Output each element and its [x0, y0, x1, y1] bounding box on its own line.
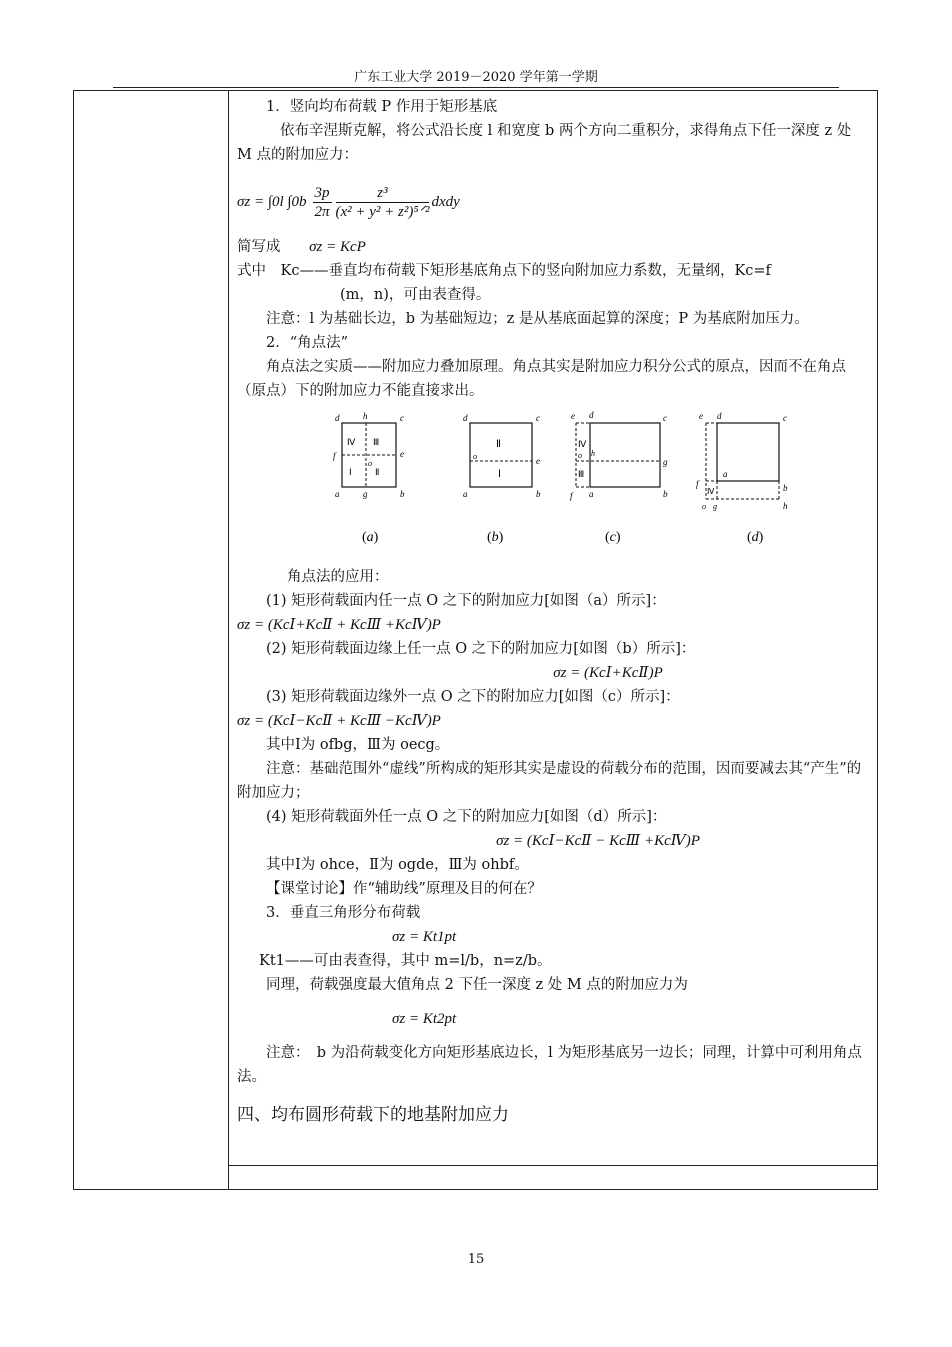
fig-d-label-e: e: [699, 411, 703, 421]
fig-b-caption: (b): [487, 530, 504, 545]
fig-b-region-2: Ⅱ: [496, 439, 501, 450]
figure-a: [333, 411, 405, 545]
fig-a-label-o: o: [368, 459, 372, 468]
fraction-2-den: (x² + y² + z²)⁵ᐟ²: [335, 203, 430, 220]
application-3-note-1: 其中Ⅰ为 ofbg，Ⅲ为 oecg。: [266, 737, 450, 753]
section-3-eq-1: σz = Kt1pt: [392, 929, 457, 945]
application-3-note-2: 注意：基础范围外“虚线”所构成的矩形其实是虚设的荷载分布的范围，因而要减去其“产生”的附加应力；: [237, 761, 862, 801]
application-2: (2) 矩形荷载面边缘上任一点 O 之下的附加应力[如图（b）所示]：: [266, 641, 696, 657]
fig-c-label-g: g: [663, 457, 668, 467]
fig-b-label-e: e: [536, 456, 540, 466]
application-3-eq: σz = (KcⅠ−KcⅡ + KcⅢ −KcⅣ)P: [237, 713, 441, 729]
fig-d-label-g: g: [713, 502, 717, 511]
application-1: (1) 矩形荷载面内任一点 O 之下的附加应力[如图（a）所示]：: [266, 593, 666, 609]
fig-a-label-h: h: [363, 411, 368, 421]
short-form: [237, 235, 869, 259]
integral-formula: [237, 177, 869, 227]
figure-b: [463, 413, 541, 545]
application-4-note: 其中Ⅰ为 ohce，Ⅱ为 ogde，Ⅲ为 ohbf。: [266, 857, 529, 873]
section-1-paragraph: 依布辛涅斯克解，将公式沿长度 l 和宽度 b 两个方向二重积分，求得角点下任一深度 z 处 M 点的附加应力：: [237, 123, 852, 163]
section-4-title: 四、均布圆形荷载下的地基附加应力: [237, 1105, 509, 1125]
note-1: 注意：l 为基础长边，b 为基础短边；z 是从基底面起算的深度；P 为基底附加压力。: [266, 311, 809, 327]
fig-a-label-b: b: [400, 489, 405, 499]
application-1-eq: σz = (KcⅠ+KcⅡ + KcⅢ +KcⅣ)P: [237, 617, 441, 633]
fig-b-label-b: b: [536, 489, 541, 499]
section-1-title: 1．竖向均布荷载 P 作用于矩形基底: [266, 99, 498, 115]
application-4-eq: σz = (KcⅠ−KcⅡ − KcⅢ +KcⅣ)P: [496, 833, 700, 849]
fig-c-label-h: h: [591, 449, 595, 458]
fig-a-label-c: c: [400, 413, 404, 423]
fig-d-label-b: b: [783, 483, 788, 493]
fig-b-region-1: Ⅰ: [498, 469, 501, 480]
fig-a-region-3: Ⅲ: [373, 437, 380, 447]
section-3-eq-2: σz = Kt2pt: [392, 1011, 457, 1027]
short-form-eq: σz = KcP: [309, 239, 366, 255]
figure-c: [570, 410, 668, 545]
fig-a-label-g: g: [363, 489, 368, 499]
content-table: [73, 90, 878, 1190]
where-line-2: (m，n)，可由表查得。: [340, 287, 491, 303]
fig-c-label-c: c: [663, 413, 667, 423]
fraction-1-den: 2π: [314, 203, 330, 220]
fig-d-label-f: f: [696, 479, 699, 489]
header-rule: [113, 87, 839, 88]
application-title: 角点法的应用：: [287, 569, 389, 585]
section-3-note: 注意： b 为沿荷载变化方向矩形基底边长，l 为矩形基底另一边长；同理，计算中可利用角点法。: [237, 1045, 862, 1085]
section-2-paragraph: 角点法之实质——附加应力叠加原理。角点其实是附加应力积分公式的原点，因而不在角点（原点）下的附加应力不能直接求出。: [237, 359, 846, 399]
fig-a-label-f: f: [333, 451, 336, 461]
fraction-1-num: 3p: [314, 184, 330, 201]
section-2-title: 2．“角点法”: [266, 335, 349, 351]
class-discussion: 【课堂讨论】作“辅助线”原理及目的何在？: [266, 881, 542, 897]
fig-c-label-o: o: [578, 451, 582, 460]
row-divider: [229, 1165, 877, 1166]
fig-c-label-f: f: [570, 491, 573, 501]
fig-a-label-d: d: [335, 413, 340, 423]
application-4: (4) 矩形荷载面外任一点 O 之下的附加应力[如图（d）所示]：: [266, 809, 667, 825]
fig-c-region-4: Ⅳ: [578, 439, 587, 449]
fig-b-label-d: d: [463, 413, 468, 423]
fig-b-label-a: a: [463, 489, 468, 499]
application-3: (3) 矩形荷载面边缘外一点 O 之下的附加应力[如图（c）所示]：: [266, 689, 680, 705]
fig-a-caption: (a): [362, 530, 379, 545]
page-number: 15: [467, 1252, 485, 1267]
fig-a-region-2: Ⅱ: [375, 467, 380, 477]
fig-c-region-3: Ⅲ: [578, 469, 585, 479]
figures-svg: [237, 409, 869, 551]
where-line: 式中 Kc——垂直均布荷载下矩形基底角点下的竖向附加应力系数，无量纲，Kc=f: [237, 263, 771, 279]
fig-a-label-e: e: [400, 449, 404, 459]
section-3-where: Kt1——可由表查得，其中 m=l/b，n=z/b。: [259, 953, 552, 969]
fig-d-label-a: a: [723, 469, 728, 479]
fig-d-label-o: o: [702, 502, 706, 511]
left-column: [74, 91, 229, 1189]
section-3-title: 3．垂直三角形分布荷载: [266, 905, 421, 921]
fig-a-region-4: Ⅳ: [347, 437, 356, 447]
fig-a-region-1: Ⅰ: [349, 467, 352, 477]
figure-d: [696, 411, 788, 545]
integral-tail: dxdy: [431, 194, 460, 210]
fig-c-caption: (c): [605, 530, 621, 545]
fraction-2: [336, 184, 430, 221]
fraction-2-num: z³: [336, 184, 430, 203]
application-2-eq: σz = (KcⅠ+KcⅡ)P: [553, 665, 663, 681]
corner-method-figures: [237, 409, 869, 551]
fig-b-label-c: c: [536, 413, 540, 423]
fig-d-label-d: d: [717, 411, 722, 421]
fig-d-region-4: Ⅳ: [707, 487, 715, 496]
section-3-same: 同理，荷载强度最大值角点 2 下任一深度 z 处 M 点的附加应力为: [266, 977, 688, 993]
fraction-1: [313, 184, 332, 221]
main-content: [237, 95, 869, 1127]
fig-b-label-o: o: [473, 452, 477, 461]
fig-c-label-e: e: [571, 411, 575, 421]
fig-d-label-c: c: [783, 413, 787, 423]
page-header: 广东工业大学 2019－2020 学年第一学期: [354, 70, 598, 85]
fig-d-label-h: h: [783, 501, 788, 511]
fig-c-label-b: b: [663, 489, 668, 499]
short-form-label: 简写成: [237, 239, 281, 255]
integral-lhs: σz = ∫0l ∫0b: [237, 194, 307, 210]
fig-c-label-a: a: [589, 489, 594, 499]
fig-c-label-d: d: [589, 410, 594, 420]
fig-d-caption: (d): [747, 530, 764, 545]
fig-a-label-a: a: [335, 489, 340, 499]
